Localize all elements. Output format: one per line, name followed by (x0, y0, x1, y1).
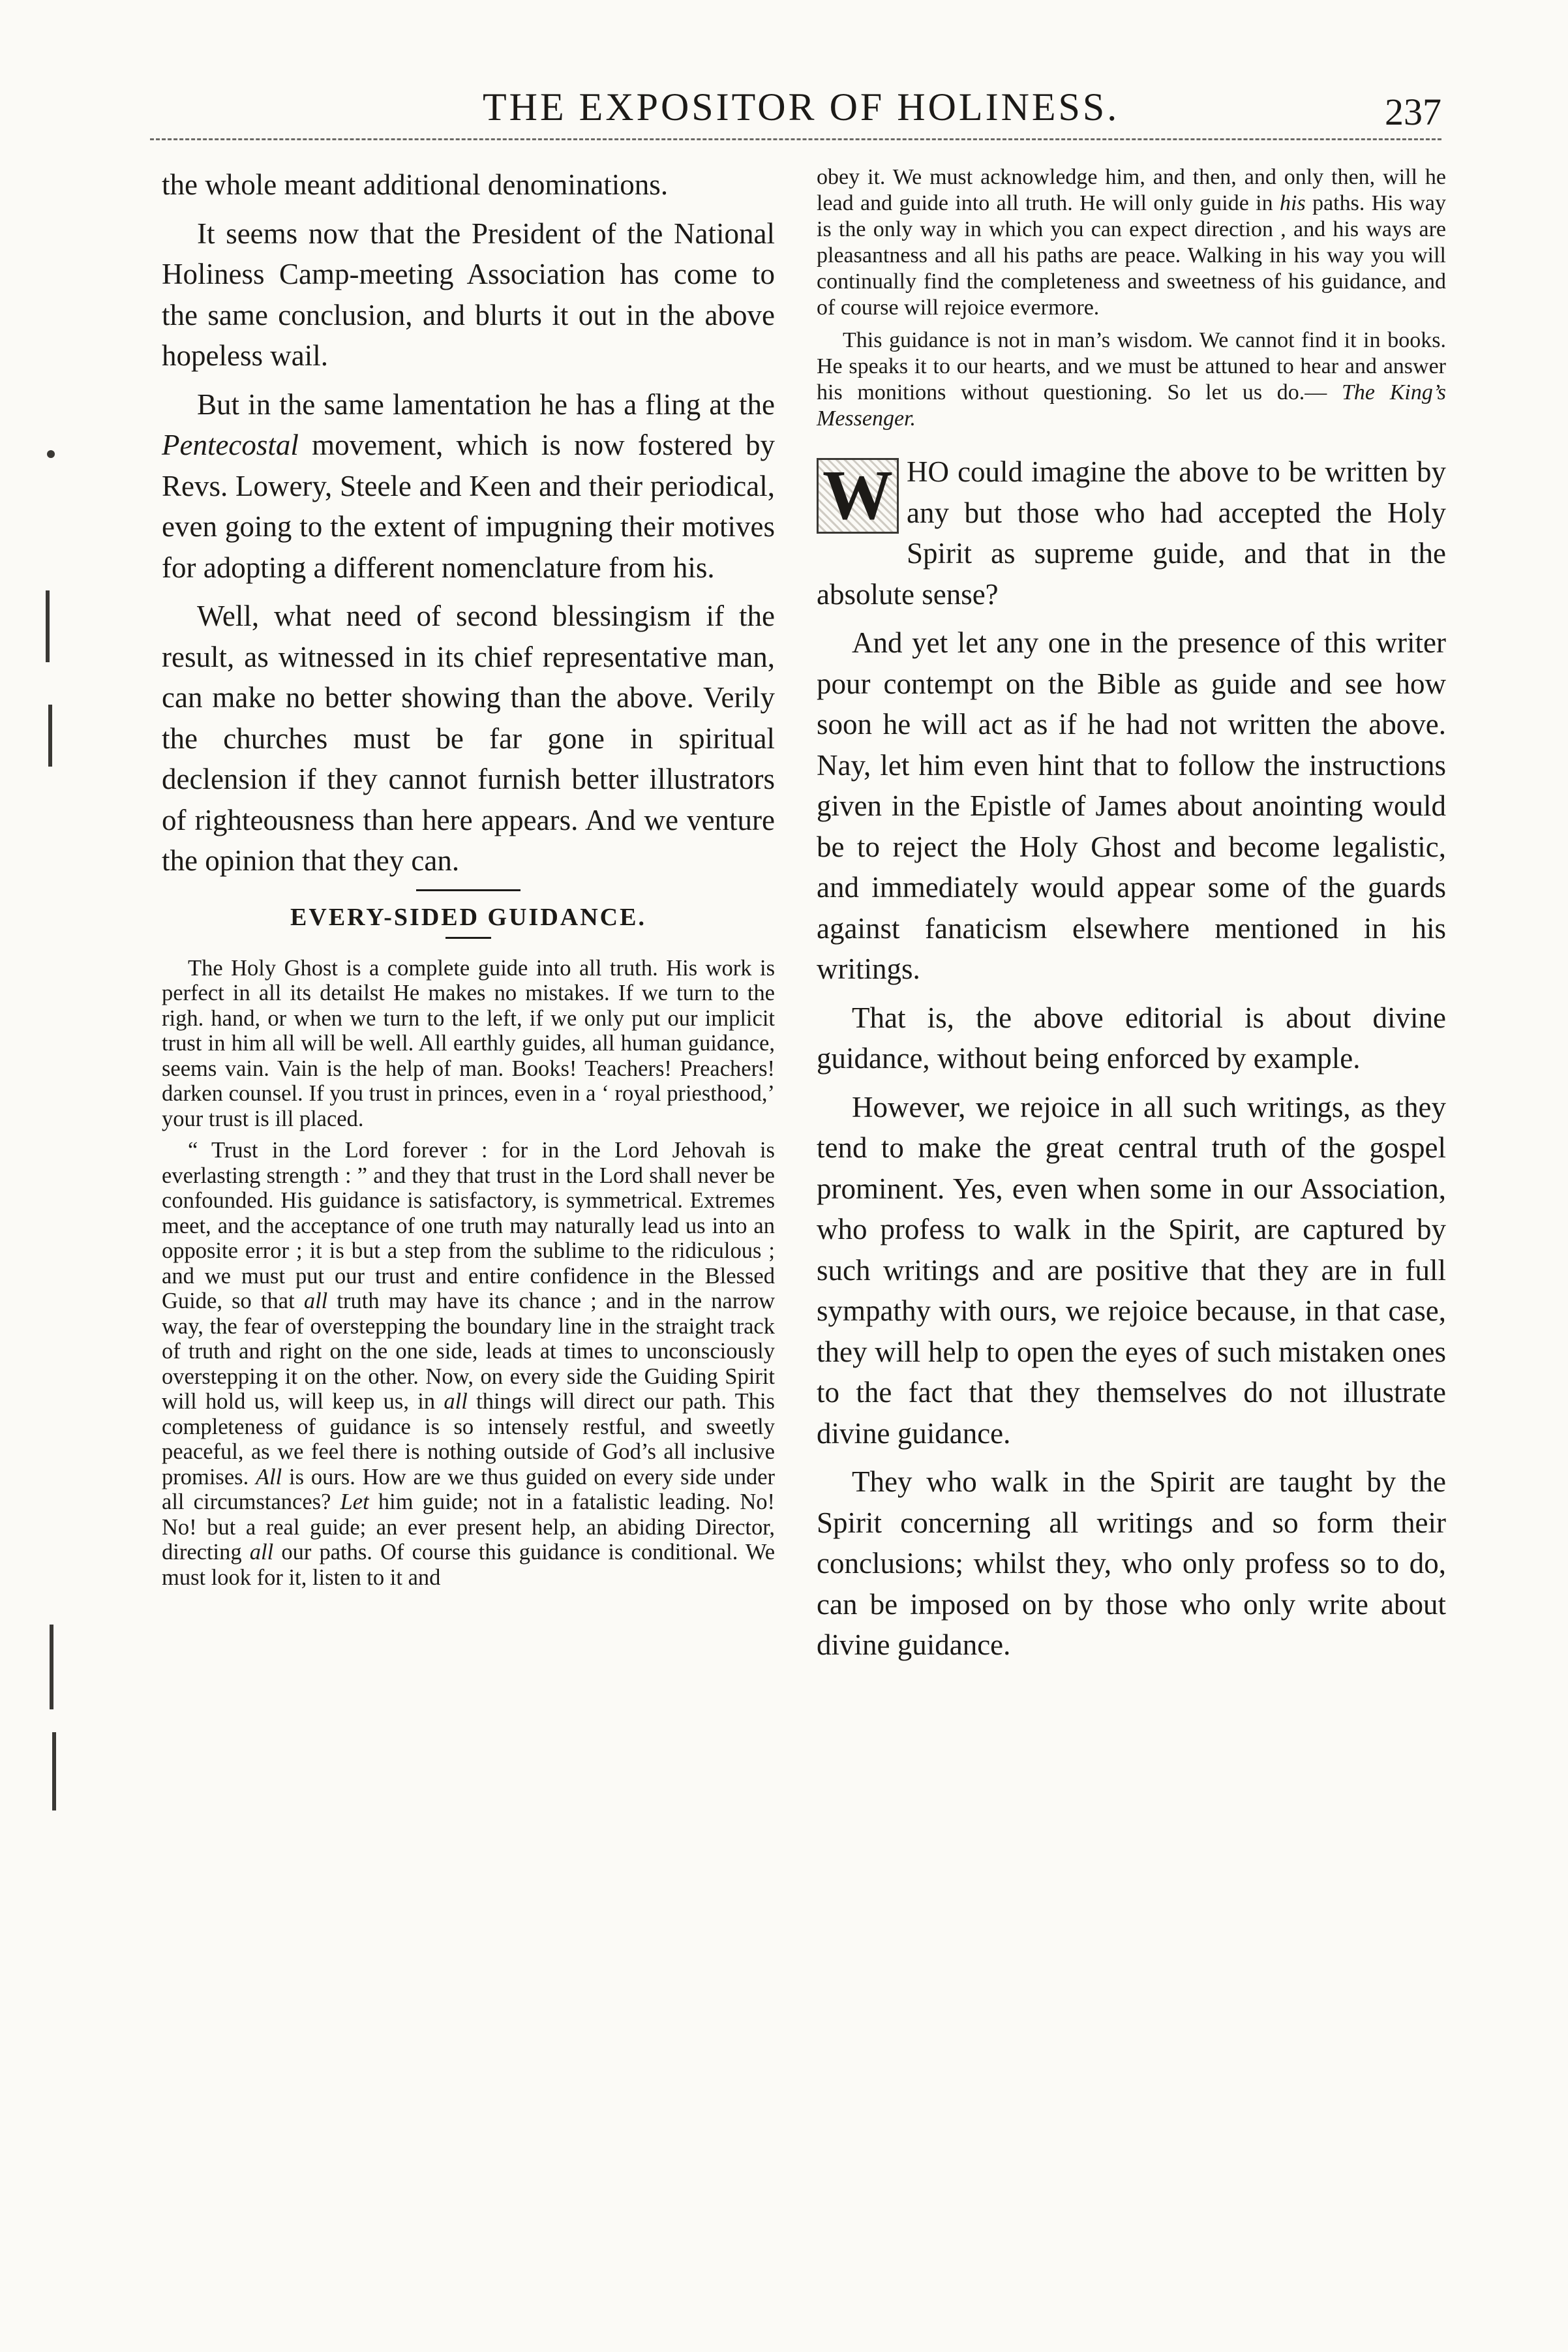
section-divider (416, 889, 520, 891)
quoted-paragraph: “ Trust in the Lord forever : for in the Lord Jehovah is everlasting strength : ” and they that trust in the Lord shall never be confounded. His guidance is satisfactory, is symmetrical. Extremes meet, and the acceptance of one truth may naturally lead us into an opposite error ; it is but a step from the sublime to the ridiculous ; and we must put our trust and entire confidence in the Blessed Guide, so that all truth may have its chance ; and in the narrow way, the fear of overstepping the boundary line in the straight track of truth and right on the one side, leads at times to unconsciously overstepping it on the other. Now, on every side the Guiding Spirit will hold us, will keep us, in all things will direct our path. This completeness of guidance is so intensely restful, and sweetly peaceful, as we feel there is nothing outside of God’s all inclusive promises. All is ours. How are we thus guided on every side under all circumstances? Let him guide; not in a fatalistic leading. No! No! but a real guide; an ever present help, an abiding Director, directing all our paths. Of course this guidance is conditional. We must look for it, listen to it and (162, 1138, 776, 1590)
paragraph: Well, what need of second blessingism if the result, as witnessed in its chief representative man, can make no better showing than the above. Verily the churches must be far gone in spiritual declension if they cannot furnish better illustrators of righteousness than here appears. And we venture the opinion that they can. (162, 600, 775, 877)
margin-mark (48, 705, 52, 767)
header-rule (150, 138, 1441, 140)
left-column (162, 164, 775, 2274)
margin-mark (47, 450, 55, 458)
right-column (817, 164, 1446, 2274)
page-number: 237 (1385, 91, 1441, 133)
paragraph: W HO could imagine the above to be written by any but those who had accepted the Holy Spirit as supreme guide, and that in the absolute sense? (817, 455, 1446, 611)
paragraph: They who walk in the Spirit are taught by the Spirit concerning all writings and so form their conclusions; whilst they, who only profess so to do, can be imposed on by those who only write about divine guidance. (817, 1465, 1446, 1661)
quoted-paragraph: The Holy Ghost is a complete guide into all truth. His work is perfect in all its detailst He makes no mistakes. If we turn to the righ. hand, or when we turn to the left, if we only put our implicit trust in him all will be well. All earthly guides, all human guidance, seems vain. Vain is the help of man. Books! Teachers! Preachers! darken counsel. If you trust in princes, even in a ‘ royal priesthood,’ your trust is ill placed. (162, 955, 775, 1131)
paragraph: But in the same lamentation he has a fling at the Pentecostal movement, which is now fostered by Revs. Lowery, Steele and Keen and their periodical, even going to the extent of impugning their motives for adopting a different nomenclature from his. (162, 388, 775, 584)
section-heading: EVERY-SIDED GUIDANCE. (290, 903, 646, 931)
drop-cap: W (817, 458, 899, 534)
quoted-paragraph: obey it. We must acknowledge him, and then, and only then, will he lead and guide into all truth. He will only guide in his paths. His way is the only way in which you can expect direction , and his ways are pleasantness and all his paths are peace. Walking in his way you will continually find the completeness and sweetness of his guidance, and of course will rejoice evermore. (817, 165, 1446, 320)
paragraph: the whole meant additional denominations. (162, 168, 669, 201)
heading-rule (445, 937, 491, 939)
margin-mark (50, 1625, 53, 1709)
paragraph: And yet let any one in the presence of this writer pour contempt on the Bible as guide and see how soon he will act as if he had not written the above. Nay, let him even hint that to follow the instructions given in the Epistle of James about anointing would be to reject the Holy Ghost and become legalistic, and immediately would appear some of the guards against fanaticism elsewhere mentioned in his writings. (817, 626, 1446, 985)
paragraph: That is, the above editorial is about divine guidance, without being enforced by example. (817, 1001, 1446, 1075)
running-title: THE EXPOSITOR OF HOLINESS. (483, 85, 1120, 129)
margin-mark (46, 590, 50, 662)
page-header (150, 78, 1441, 137)
paragraph: However, we rejoice in all such writings, as they tend to make the great central truth of the gospel prominent. Yes, even when some in our Association, who profess to walk in the Spirit, are captured by such writings and are positive that they are in full sympathy with ours, we rejoice because, in that case, they will help to open the eyes of such mistaken ones to the fact that they themselves do not illustrate divine guidance. (817, 1090, 1446, 1450)
margin-mark (52, 1732, 56, 1810)
quoted-paragraph: This guidance is not in man’s wisdom. We cannot find it in books. He speaks it to our hearts, and we must be attuned to hear and answer his monitions without questioning. So let us do.— The King’s Messenger. (817, 328, 1446, 431)
paragraph: It seems now that the President of the National Holiness Camp-meeting Association has come to the same conclusion, and blurts it out in the above hopeless wail. (162, 217, 775, 372)
